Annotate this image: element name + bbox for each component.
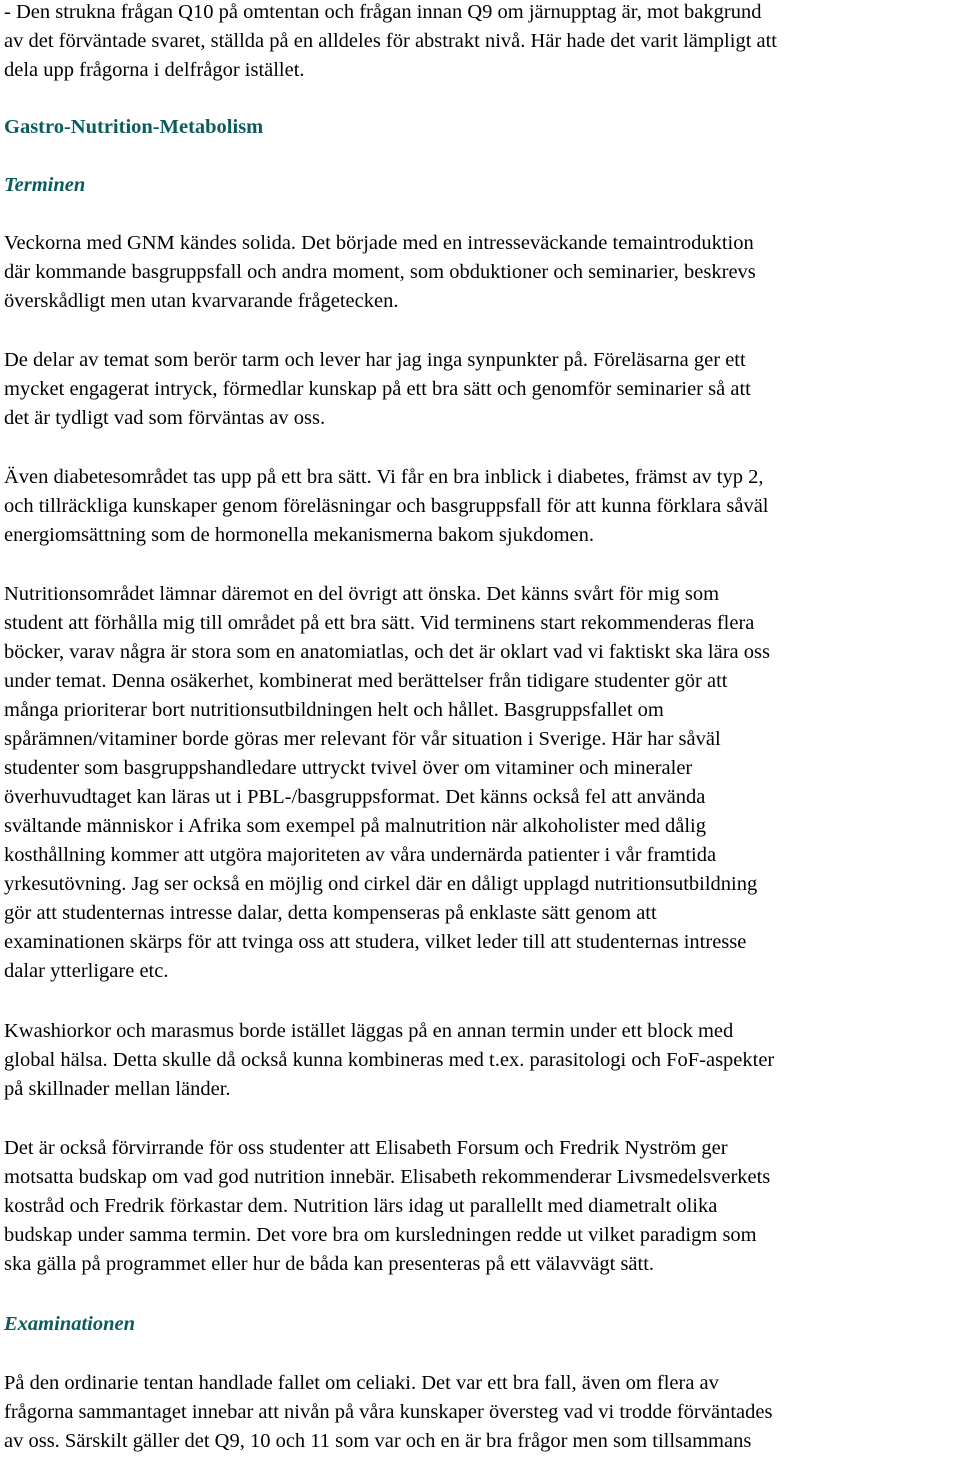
- text-line: dela upp frågorna i delfrågor istället.: [4, 59, 305, 81]
- text-line: av oss. Särskilt gäller det Q9, 10 och 11 som var och en är bra frågor men som tillsammans: [4, 1430, 752, 1452]
- text-line: De delar av temat som berör tarm och lever har jag inga synpunkter på. Föreläsarna ger ett: [4, 349, 746, 371]
- text-line: spårämnen/vitaminer borde göras mer relevant för vår situation i Sverige. Här har såväl: [4, 728, 721, 750]
- text-line: studenter som basgruppshandledare uttryckt tvivel över om vitaminer och mineraler: [4, 757, 693, 779]
- text-line: av det förväntade svaret, ställda på en alldeles för abstrakt nivå. Här hade det varit lämpligt att: [4, 30, 778, 52]
- text-line: student att förhålla mig till området på ett bra sätt. Vid terminens start rekommenderas flera: [4, 612, 755, 634]
- terminen-paragraph-2: [4, 346, 751, 433]
- text-line: överhuvudtaget kan läras ut i PBL-/basgruppsformat. Det känns också fel att använda: [4, 786, 706, 808]
- text-line: under temat. Denna osäkerhet, kombinerat med berättelser från tidigare studenter gör att: [4, 670, 728, 692]
- text-line: det är tydligt vad som förväntas av oss.: [4, 407, 326, 429]
- text-line: global hälsa. Detta skulle då också kunna kombineras med t.ex. parasitologi och FoF-aspekter: [4, 1049, 775, 1071]
- text-line: Nutritionsområdet lämnar däremot en del övrigt att önska. Det känns svårt för mig som: [4, 583, 720, 605]
- text-line: examinationen skärps för att tvinga oss att studera, vilket leder till att studenternas intresse: [4, 931, 747, 953]
- text-line: svältande människor i Afrika som exempel på malnutrition när alkoholister med dålig: [4, 815, 706, 837]
- text-line: Kwashiorkor och marasmus borde istället läggas på en annan termin under ett block med: [4, 1020, 734, 1042]
- text-line: kosthållning kommer att utgöra majoriteten av våra undernärda patienter i vår framtida: [4, 844, 717, 866]
- text-line: gör att studenternas intresse dalar, detta kompenseras på enklaste sätt genom att: [4, 902, 657, 924]
- examinationen-paragraph-1: [4, 1369, 772, 1456]
- terminen-title: Terminen: [4, 174, 86, 196]
- text-line: mycket engagerat intryck, förmedlar kunskap på ett bra sätt och genomför seminarier så att: [4, 378, 751, 400]
- text-line: på skillnader mellan länder.: [4, 1078, 231, 1100]
- section-title: Gastro-Nutrition-Metabolism: [4, 116, 264, 138]
- text-line: överskådligt men utan kvarvarande frågetecken.: [4, 290, 399, 312]
- terminen-paragraph-5: [4, 1017, 774, 1104]
- terminen-paragraph-3: [4, 463, 769, 550]
- text-line: energiomsättning som de hormonella mekanismerna bakom sjukdomen.: [4, 524, 595, 546]
- text-line: kostråd och Fredrik förkastar dem. Nutrition lärs idag ut parallellt med diametralt olika: [4, 1195, 718, 1217]
- terminen-paragraph-1: [4, 229, 756, 316]
- text-line: dalar ytterligare etc.: [4, 960, 169, 982]
- text-line: många prioriterar bort nutritionsutbildningen helt och hållet. Basgruppsfallet om: [4, 699, 664, 721]
- text-line: där kommande basgruppsfall och andra moment, som obduktioner och seminarier, beskrevs: [4, 261, 756, 283]
- text-line: - Den strukna frågan Q10 på omtentan och frågan innan Q9 om järnupptag är, mot bakgrund: [4, 1, 762, 23]
- terminen-paragraph-4: [4, 580, 770, 986]
- text-line: yrkesutövning. Jag ser också en möjlig ond cirkel där en dåligt upplagd nutritionsutbildning: [4, 873, 758, 895]
- text-line: Det är också förvirrande för oss studenter att Elisabeth Forsum och Fredrik Nyström ger: [4, 1137, 728, 1159]
- text-line: frågorna sammantaget innebar att nivån på våra kunskaper översteg vad vi trodde förväntades: [4, 1401, 773, 1423]
- text-line: På den ordinarie tentan handlade fallet om celiaki. Det var ett bra fall, även om flera av: [4, 1372, 719, 1394]
- text-line: motsatta budskap om vad god nutrition innebär. Elisabeth rekommenderar Livsmedelsverkets: [4, 1166, 771, 1188]
- text-line: böcker, varav några är stora som en anatomiatlas, och det är oklart vad vi faktiskt ska lära oss: [4, 641, 770, 663]
- text-line: Även diabetesområdet tas upp på ett bra sätt. Vi får en bra inblick i diabetes, främst av typ 2,: [4, 466, 764, 488]
- text-line: budskap under samma termin. Det vore bra om kursledningen redde ut vilket paradigm som: [4, 1224, 757, 1246]
- text-line: ska gälla på programmet eller hur de båda kan presenteras på ett välavvägt sätt.: [4, 1253, 655, 1275]
- intro-paragraph: [4, 0, 777, 85]
- terminen-paragraph-6: [4, 1134, 770, 1279]
- text-line: Veckorna med GNM kändes solida. Det började med en intresseväckande temaintroduktion: [4, 232, 754, 254]
- examinationen-title: Examinationen: [4, 1313, 136, 1335]
- text-line: och tillräckliga kunskaper genom föreläsningar och basgruppsfall för att kunna förklara såväl: [4, 495, 769, 517]
